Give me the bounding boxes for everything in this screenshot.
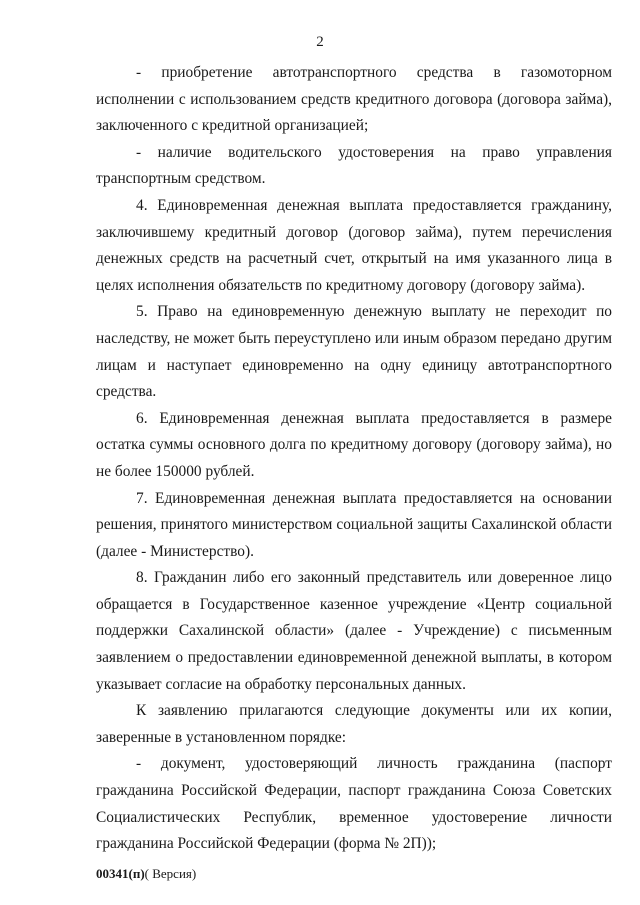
paragraph-clause-7: 7. Единовременная денежная выплата предоставляется на основании решения, принятого министерством социальной защиты Сахалинской области (далее - Министерство). bbox=[96, 489, 612, 560]
paragraph-purchase-condition: - приобретение автотранспортного средства в газомоторном исполнении с использованием средств кредитного договора (договора займа), заключенного с кредитной организацией; bbox=[96, 64, 612, 135]
paragraph-clause-5: 5. Право на единовременную денежную выплату не переходит по наследству, не может быть переуступлено или иным образом передано другим лицам и наступает единовременно на одну единицу автотранспортного средства. bbox=[96, 303, 612, 401]
page-number: 2 bbox=[316, 34, 324, 50]
version-label: ( Версия) bbox=[144, 866, 197, 881]
paragraph-identity-document: - документ, удостоверяющий личность гражданина (паспорт гражданина Российской Федерации, паспорт гражданина Союза Советских Социалистических Республик, временное удостоверение личности гражданина Российской Федерации (форма № 2П)); bbox=[96, 755, 612, 853]
document-footer bbox=[96, 866, 196, 882]
paragraph-clause-6: 6. Единовременная денежная выплата предоставляется в размере остатка суммы основного долга по кредитному договору (договору займа), но не более 150000 рублей. bbox=[96, 409, 612, 480]
document-code: 00341(п) bbox=[96, 866, 145, 881]
paragraph-clause-4: 4. Единовременная денежная выплата предоставляется гражданину, заключившему кредитный договор (договор займа), путем перечисления денежных средств на расчетный счет, открытый на имя указанного лица в целях исполнения обязательств по кредитному договору (договору займа). bbox=[96, 196, 612, 294]
paragraph-documents-intro: К заявлению прилагаются следующие документы или их копии, заверенные в установленном порядке: bbox=[96, 702, 612, 746]
document-body bbox=[96, 60, 612, 858]
paragraph-clause-8: 8. Гражданин либо его законный представитель или доверенное лицо обращается в Государственное казенное учреждение «Центр социальной поддержки Сахалинской области» (далее - Учреждение) с письменным заявлением о предоставлении единовременной денежной выплаты, в котором указывает согласие на обработку персональных данных. bbox=[96, 569, 612, 693]
paragraph-license-condition: - наличие водительского удостоверения на право управления транспортным средством. bbox=[96, 143, 612, 188]
